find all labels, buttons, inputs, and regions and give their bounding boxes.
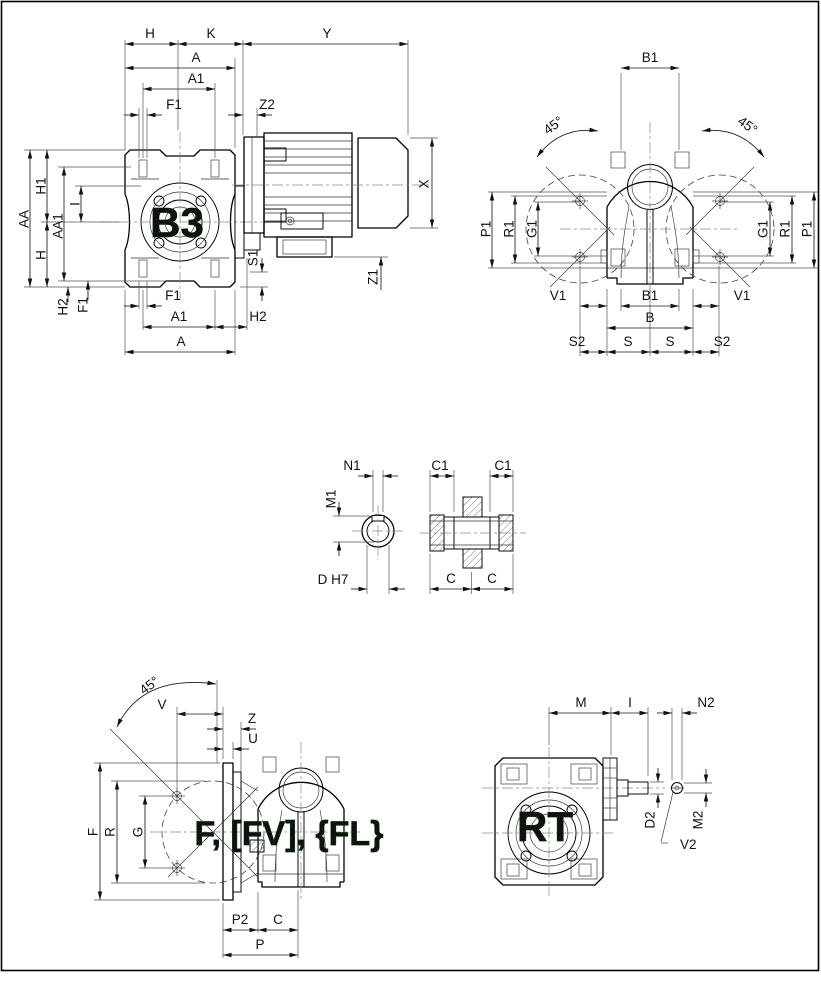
dim-g1-left: G1 xyxy=(524,219,540,239)
mounting-tag-flange: F, [FV], {FL} xyxy=(194,815,384,853)
dim-r1-right: R1 xyxy=(777,220,793,238)
dim-m: M xyxy=(575,695,587,710)
dim-a1-bot: A1 xyxy=(170,309,188,324)
dim-s1: S1 xyxy=(245,249,261,267)
dim-rt-i: I xyxy=(628,695,632,710)
dim-h2-bot: H2 xyxy=(249,309,267,324)
dim-v2: V2 xyxy=(680,837,697,852)
dim-flange-angle: 45° xyxy=(136,673,162,698)
dim-s-right: S xyxy=(665,334,675,349)
dim-d2: D2 xyxy=(642,811,658,829)
mounting-tag-rt: RT xyxy=(517,803,573,850)
dim-g1-right: G1 xyxy=(755,219,771,239)
dim-c1-left: C1 xyxy=(431,458,449,473)
dim-n1: N1 xyxy=(343,458,361,473)
dim-z1: Z1 xyxy=(365,269,381,285)
dim-s2-right: S2 xyxy=(713,334,731,349)
dim-i: I xyxy=(67,202,83,206)
dim-r1-left: R1 xyxy=(501,220,517,238)
dim-v1-left: V1 xyxy=(549,288,567,303)
dim-f: F xyxy=(85,827,101,837)
dim-aa1: AA1 xyxy=(50,213,66,239)
dim-z2: Z2 xyxy=(259,97,275,112)
dim-c-right: C xyxy=(487,571,497,586)
dim-m2: M2 xyxy=(690,810,706,830)
dim-s2-left: S2 xyxy=(568,334,586,349)
dim-a-bot: A xyxy=(176,334,186,349)
dim-z: Z xyxy=(247,711,257,726)
dim-p2: P2 xyxy=(231,912,249,927)
dim-f1: F1 xyxy=(166,97,182,112)
dim-v1-right: V1 xyxy=(733,288,751,303)
dim-p: P xyxy=(255,937,265,952)
dim-b1-bot: B1 xyxy=(641,288,659,303)
dim-f1-bot: F1 xyxy=(165,288,181,303)
dim-x: X xyxy=(416,179,432,189)
dim-b: B xyxy=(645,310,655,325)
dim-g: G xyxy=(130,826,146,838)
dim-m1: M1 xyxy=(323,489,339,509)
dim-h1: H1 xyxy=(33,177,49,195)
dim-angle-right: 45° xyxy=(734,113,761,138)
dim-c1-right: C1 xyxy=(494,458,512,473)
dim-d-h7: D H7 xyxy=(317,572,349,587)
dim-aa: AA xyxy=(16,209,32,229)
dim-f1-side: F1 xyxy=(75,297,91,313)
dim-v: V xyxy=(157,697,167,712)
dim-h-low: H xyxy=(33,250,49,260)
dim-c-left: C xyxy=(446,571,456,586)
dim-a1: A1 xyxy=(187,71,205,86)
dim-k: K xyxy=(206,26,216,41)
dim-y: Y xyxy=(322,26,332,41)
dim-c: C xyxy=(273,912,283,927)
mounting-tag-b3: B3 xyxy=(150,199,204,246)
dim-h2-side: H2 xyxy=(55,298,71,316)
dim-a: A xyxy=(191,50,201,65)
dim-u: U xyxy=(248,731,258,746)
dim-n2: N2 xyxy=(697,695,715,710)
dim-s-left: S xyxy=(623,334,633,349)
dim-angle-left: 45° xyxy=(540,113,567,138)
dim-r: R xyxy=(102,827,118,837)
dim-p1-left: P1 xyxy=(478,220,494,238)
dim-h: H xyxy=(145,26,155,41)
dim-b1-top: B1 xyxy=(641,50,659,65)
dim-p1-right: P1 xyxy=(799,220,815,238)
